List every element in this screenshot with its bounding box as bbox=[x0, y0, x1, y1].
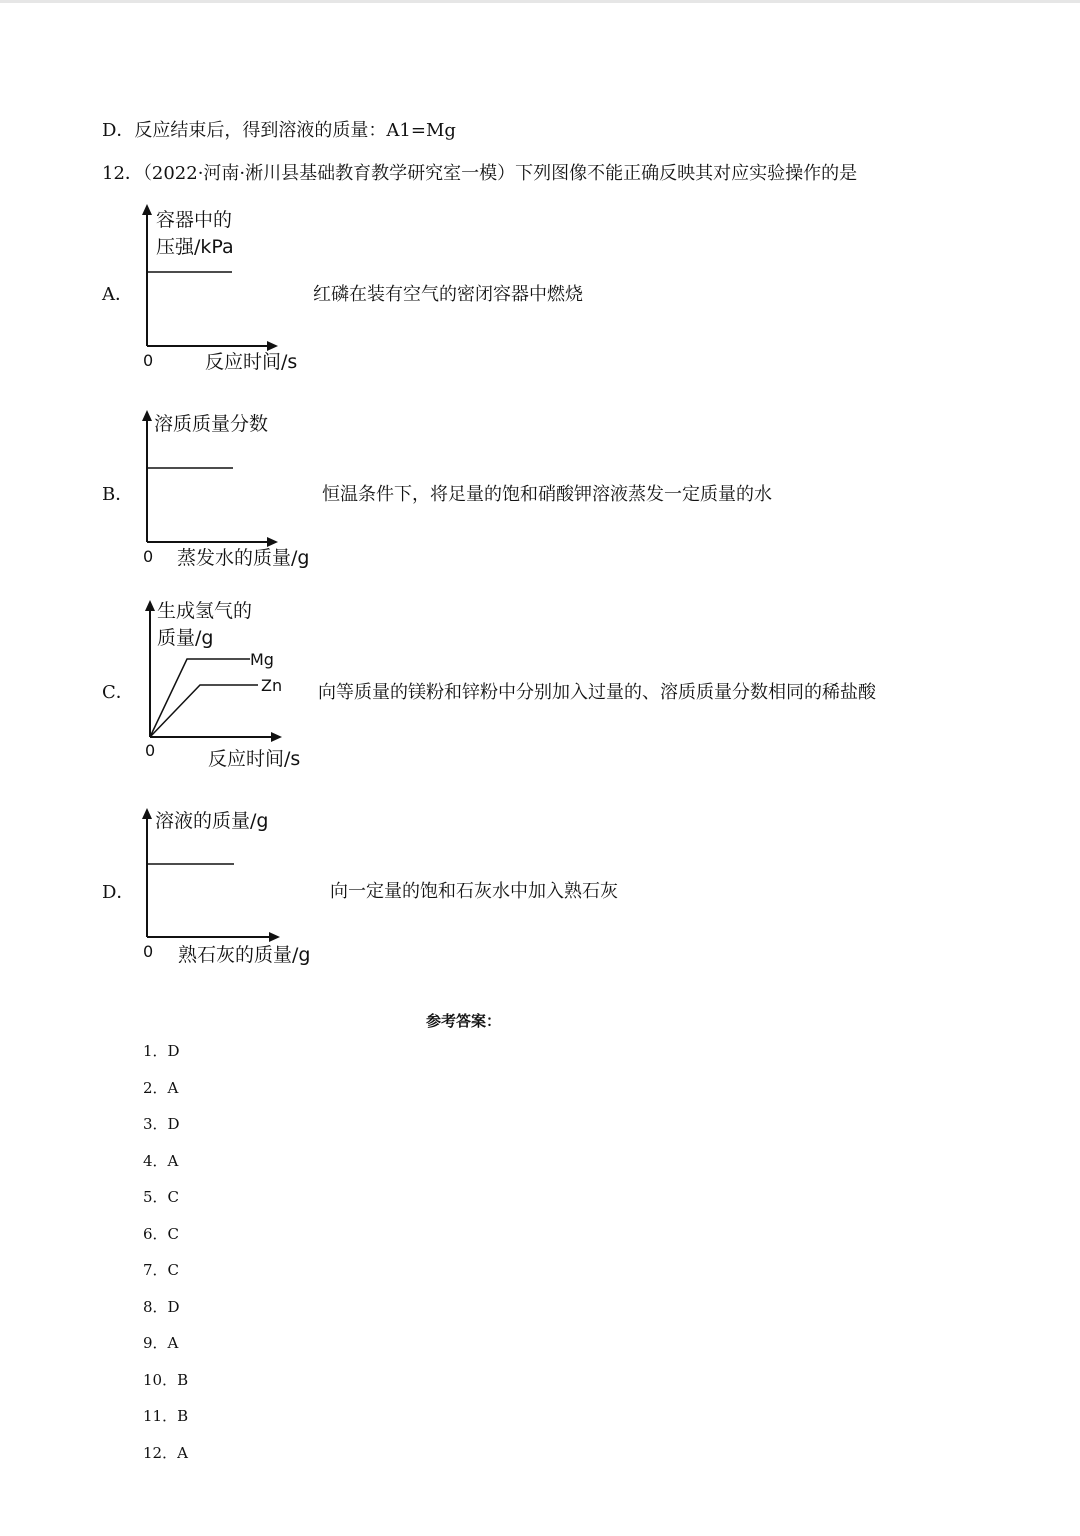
y-axis-arrow bbox=[142, 204, 152, 215]
option-d-label: D． bbox=[102, 882, 135, 903]
y-axis-title-line2: 压强/kPa bbox=[156, 236, 234, 258]
option-a-label: A． bbox=[102, 284, 133, 305]
x-axis-arrow bbox=[271, 732, 282, 742]
option-a-graph bbox=[130, 200, 320, 380]
answer-item: 8．D bbox=[143, 1298, 180, 1316]
answer-item: 1．D bbox=[143, 1042, 180, 1060]
origin-label: 0 bbox=[143, 351, 154, 370]
x-axis-title: 蒸发水的质量/g bbox=[177, 547, 310, 569]
answer-item: 9．A bbox=[143, 1334, 179, 1352]
zn-curve bbox=[150, 685, 258, 737]
question-12-stem: 12．（2022·河南·淅川县基础教育教学研究室一模）下列图像不能正确反映其对应实验操作的是 bbox=[102, 163, 858, 184]
option-a-description: 红磷在装有空气的密闭容器中燃烧 bbox=[313, 284, 583, 305]
x-axis-title: 熟石灰的质量/g bbox=[178, 944, 311, 966]
origin-label: 0 bbox=[143, 547, 154, 566]
series-label-zn: Zn bbox=[261, 676, 283, 695]
y-axis-title: 溶质质量分数 bbox=[154, 413, 269, 435]
y-axis-arrow bbox=[145, 600, 155, 611]
answer-item: 5．C bbox=[143, 1188, 180, 1206]
option-b-graph bbox=[130, 404, 330, 576]
answer-item: 12．A bbox=[143, 1444, 188, 1462]
option-c-graph bbox=[130, 594, 330, 774]
option-c-description: 向等质量的镁粉和锌粉中分别加入过量的、溶质质量分数相同的稀盐酸 bbox=[318, 682, 876, 703]
option-b-description: 恒温条件下，将足量的饱和硝酸钾溶液蒸发一定质量的水 bbox=[322, 484, 772, 505]
y-axis-title-line2: 质量/g bbox=[157, 627, 214, 649]
answer-item: 4．A bbox=[143, 1152, 179, 1170]
origin-label: 0 bbox=[143, 942, 154, 961]
x-axis-arrow bbox=[267, 537, 278, 547]
y-axis-title: 溶液的质量/g bbox=[155, 810, 269, 832]
option-c-label: C． bbox=[102, 682, 134, 703]
answer-item: 10．B bbox=[143, 1371, 189, 1389]
option-d-description: 向一定量的饱和石灰水中加入熟石灰 bbox=[330, 881, 618, 902]
x-axis-title: 反应时间/s bbox=[208, 748, 301, 770]
y-axis-title-line1: 生成氢气的 bbox=[157, 600, 253, 622]
y-axis-arrow bbox=[142, 808, 152, 819]
origin-label: 0 bbox=[145, 741, 156, 760]
answer-item: 7．C bbox=[143, 1261, 180, 1279]
answer-item: 6．C bbox=[143, 1225, 180, 1243]
x-axis-title: 反应时间/s bbox=[205, 351, 298, 373]
page-top-rule bbox=[0, 0, 1080, 3]
answers-title: 参考答案： bbox=[426, 1012, 502, 1030]
option-b-label: B． bbox=[102, 484, 134, 505]
previous-option-d: D．反应结束后，得到溶液的质量：A1=Mg bbox=[102, 120, 456, 141]
mg-curve bbox=[150, 659, 250, 737]
answer-item: 2．A bbox=[143, 1079, 179, 1097]
option-d-graph bbox=[130, 800, 330, 972]
answer-item: 11．B bbox=[143, 1407, 189, 1425]
series-label-mg: Mg bbox=[250, 650, 274, 669]
y-axis-arrow bbox=[142, 410, 152, 421]
x-axis-arrow bbox=[269, 932, 280, 942]
answer-item: 3．D bbox=[143, 1115, 180, 1133]
y-axis-title-line1: 容器中的 bbox=[156, 209, 233, 231]
x-axis-arrow bbox=[267, 341, 278, 351]
